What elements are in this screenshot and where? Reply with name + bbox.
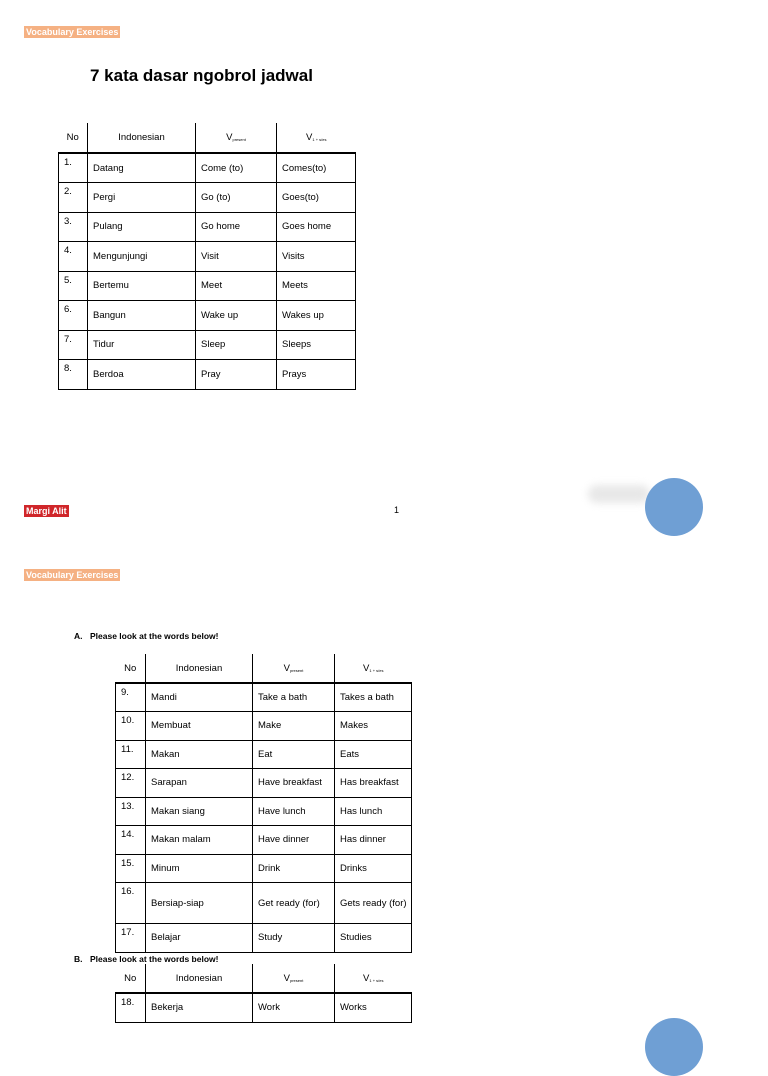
cell-v-present: Have dinner [253,826,335,855]
cell-v-present: Study [253,924,335,953]
table-row [59,330,356,360]
cell-indonesian: Datang [88,153,196,183]
cell-v-present: Visit [196,242,277,272]
cell-v-present: Wake up [196,301,277,331]
cell-v-present: Come (to) [196,153,277,183]
column-header-v-present: $V_{present}$ [253,964,335,993]
table-row [116,797,412,826]
cell-indonesian: Pergi [88,183,196,213]
cell-v-present: Make [253,712,335,741]
cell-v1: Sleeps [277,330,356,360]
cell-no: 15. [116,854,146,883]
table-row [59,360,356,390]
table-row [59,212,356,242]
cell-v-present: Go (to) [196,183,277,213]
cell-v-present: Have lunch [253,797,335,826]
table-row [116,740,412,769]
table-row [116,683,412,712]
cell-indonesian: Bekerja [146,993,253,1022]
cell-v-present: Eat [253,740,335,769]
table-row [116,712,412,741]
cell-indonesian: Makan siang [146,797,253,826]
table-row [116,883,412,924]
cell-v-present: Work [253,993,335,1022]
cell-v1: Wakes up [277,301,356,331]
cell-indonesian: Membuat [146,712,253,741]
column-header-no: No [66,132,79,143]
cell-no: 16. [116,883,146,924]
column-header-v-present: $V_{present}$ [196,123,277,153]
cell-indonesian: Tidur [88,330,196,360]
cell-v1: Studies [335,924,412,953]
table-row [116,993,412,1022]
cell-v1: Has breakfast [335,769,412,798]
cell-indonesian: Bersiap-siap [146,883,253,924]
cell-v1: Makes [335,712,412,741]
column-header-indonesian: Indonesian [88,123,196,153]
page-title: 7 kata dasar ngobrol jadwal [90,66,313,85]
table-row [116,826,412,855]
table-row [59,242,356,272]
header-tag-page-2: Vocabulary Exercises [26,570,119,580]
cell-no: 17. [116,924,146,953]
cell-v-present: Sleep [196,330,277,360]
table-row [116,769,412,798]
cell-v1: Goes(to) [277,183,356,213]
cell-v1: Visits [277,242,356,272]
table-row [59,153,356,183]
decorative-circle-bottom [645,1018,703,1076]
table-row [59,301,356,331]
column-header-indonesian: Indonesian [146,964,253,993]
cell-v1: Gets ready (for) [335,883,412,924]
cell-no: 7. [59,330,88,360]
section-a-instruction: A. Please look at the words below! [74,631,219,641]
cell-v-present: Drink [253,854,335,883]
section-b-instruction: B. Please look at the words below! [74,954,219,964]
cell-v-present: Meet [196,271,277,301]
cell-indonesian: Berdoa [88,360,196,390]
footer-author: Margi Alit [26,506,67,516]
cell-indonesian: Minum [146,854,253,883]
decorative-circle [645,478,703,536]
cell-v1: Takes a bath [335,683,412,712]
cell-v1: Eats [335,740,412,769]
table-row [59,271,356,301]
cell-v1: Comes(to) [277,153,356,183]
cell-v-present: Have breakfast [253,769,335,798]
cell-v1: Has dinner [335,826,412,855]
column-header-v-present: $V_{present}$ [253,654,335,683]
cell-no: 9. [116,683,146,712]
cell-indonesian: Makan [146,740,253,769]
cell-no: 18. [116,993,146,1022]
cell-no: 5. [59,271,88,301]
table-row [116,854,412,883]
cell-no: 10. [116,712,146,741]
cell-indonesian: Bertemu [88,271,196,301]
column-header-no: No [124,662,137,674]
column-header-v1: $V_{1 + s/es}$ [335,964,412,993]
vocab-table-3 [115,964,412,1023]
cell-v-present: Take a bath [253,683,335,712]
vocab-table-2 [115,654,412,953]
cell-indonesian: Mandi [146,683,253,712]
cell-no: 3. [59,212,88,242]
column-header-v1: $V_{1 + s/es}$ [277,123,356,153]
cell-no: 4. [59,242,88,272]
table-row [59,183,356,213]
cell-v1: Goes home [277,212,356,242]
cell-v-present: Go home [196,212,277,242]
cell-v1: Meets [277,271,356,301]
cell-no: 14. [116,826,146,855]
cell-no: 12. [116,769,146,798]
cell-no: 13. [116,797,146,826]
column-header-v1: $V_{1 + s/es}$ [335,654,412,683]
header-tag: Vocabulary Exercises [26,27,119,37]
cell-indonesian: Mengunjungi [88,242,196,272]
cell-v1: Drinks [335,854,412,883]
cell-no: 2. [59,183,88,213]
cell-indonesian: Belajar [146,924,253,953]
cell-no: 1. [59,153,88,183]
cell-no: 11. [116,740,146,769]
cell-indonesian: Bangun [88,301,196,331]
column-header-no: No [124,972,137,984]
cell-no: 6. [59,301,88,331]
cell-indonesian: Makan malam [146,826,253,855]
vocab-table-1 [58,123,356,390]
cell-v1: Prays [277,360,356,390]
page-number: 1 [394,505,400,515]
cell-v1: Works [335,993,412,1022]
cell-v-present: Pray [196,360,277,390]
cell-indonesian: Pulang [88,212,196,242]
cell-v1: Has lunch [335,797,412,826]
table-row [116,924,412,953]
column-header-indonesian: Indonesian [146,654,253,683]
cell-indonesian: Sarapan [146,769,253,798]
cell-no: 8. [59,360,88,390]
decorative-shadow [588,485,650,503]
cell-v-present: Get ready (for) [253,883,335,924]
